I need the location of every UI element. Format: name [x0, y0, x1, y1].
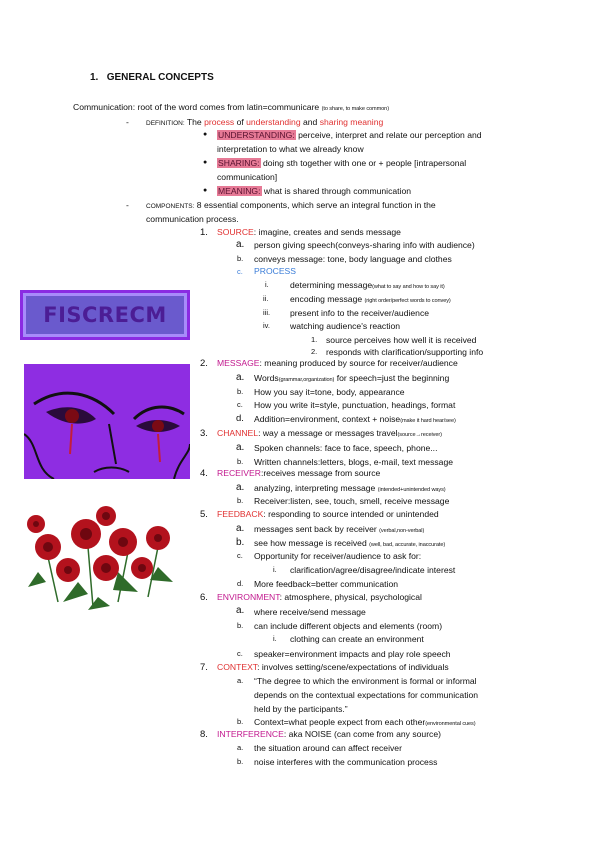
feedback-a-text: messages sent back by receiver	[254, 524, 377, 534]
context-b	[254, 718, 476, 728]
context-b-text: Context=what people expect from each other	[254, 717, 426, 727]
letter-marker: b.	[237, 457, 244, 466]
sub-number: 1.	[311, 335, 318, 344]
message-a-post: for speech=just the beginning	[336, 373, 450, 383]
channel-heading	[217, 429, 442, 439]
context-b-note: (environmental cues)	[425, 721, 476, 727]
definition-item	[217, 159, 466, 168]
receiver-a	[254, 484, 446, 494]
definition-item-text: what is shared through communication	[263, 186, 412, 196]
letter-marker: b.	[237, 254, 244, 263]
letter-marker: a.	[236, 482, 245, 493]
source-b: conveys message: tone, body language and clothes	[254, 254, 452, 264]
heading-number: 1.	[90, 72, 99, 83]
definition-label: DEFINITION:	[146, 120, 185, 127]
feedback-b-text: see how message is received	[254, 538, 367, 548]
interference-desc: : aka NOISE (can come from any source)	[283, 729, 441, 739]
feedback-d: More feedback=better communication	[254, 579, 399, 589]
crying-face-illustration	[24, 364, 190, 479]
definition-item	[217, 131, 482, 140]
letter-marker: d.	[236, 413, 244, 424]
letter-marker: c.	[237, 400, 243, 409]
channel-desc: : way a message or messages travel	[258, 428, 398, 438]
letter-marker: b.	[237, 717, 244, 726]
message-d	[254, 415, 456, 425]
communication-note: (to share, to make common)	[321, 106, 389, 112]
source-i-text: determining message	[290, 280, 373, 290]
feedback-c: Opportunity for receiver/audience to ask for:	[254, 551, 422, 561]
feedback-b-note: (well, bad, accurate, inaccurate)	[369, 542, 446, 548]
letter-marker: c.	[237, 551, 243, 560]
source-iv1: source perceives how well it is received	[326, 335, 477, 345]
interference-a: the situation around can affect receiver	[254, 743, 402, 753]
definition-word: and	[303, 117, 318, 127]
bullet-marker: ●	[203, 187, 208, 194]
context-heading	[217, 663, 449, 672]
sub-number: 2.	[311, 347, 318, 356]
roman-marker: i.	[265, 280, 269, 289]
feedback-heading	[217, 510, 439, 519]
definition-line	[146, 118, 383, 128]
letter-marker: c.	[237, 267, 243, 276]
item-number: 2.	[200, 358, 208, 369]
letter-marker: a.	[236, 372, 245, 383]
receiver-a-text: analyzing, interpreting message	[254, 483, 376, 493]
roman-marker: ii.	[263, 294, 269, 303]
source-name: SOURCE	[217, 227, 254, 237]
source-desc: : imagine, creates and sends message	[253, 227, 401, 237]
definition-item	[217, 187, 411, 196]
environment-a: where receive/send message	[254, 607, 366, 617]
definition-process: process	[204, 117, 235, 127]
message-b: How you say it=tone, body, appearance	[254, 387, 405, 397]
source-iii: present info to the receiver/audience	[290, 308, 430, 318]
item-number: 8.	[200, 729, 208, 740]
item-number: 7.	[200, 662, 208, 673]
roman-marker: iii.	[263, 308, 271, 317]
interference-name: INTERFERENCE	[217, 729, 284, 739]
context-a2: depends on the contextual expectations for communication	[254, 690, 479, 700]
source-a: person giving speech(conveys-sharing info with audience)	[254, 240, 475, 250]
message-d-text: Addition=environment, context + noise	[254, 414, 401, 424]
source-iv: watching audience's reaction	[290, 321, 401, 331]
term-understanding: UNDERSTANDING:	[218, 130, 295, 140]
definition-word: The	[186, 117, 202, 127]
channel-note: (source→receiver)	[397, 432, 442, 438]
feedback-desc: : responding to source intended or unintended	[263, 509, 439, 519]
environment-heading	[217, 593, 422, 602]
components-text: 8 essential components, which serve an integral function in the	[196, 200, 436, 210]
components-label: COMPONENTS:	[146, 203, 195, 210]
message-c: How you write it=style, punctuation, headings, format	[254, 400, 456, 410]
definition-item-cont: interpretation to what we already know	[217, 144, 364, 154]
roman-marker: i.	[273, 634, 277, 643]
letter-marker: a.	[236, 605, 245, 616]
definition-word: of	[236, 117, 244, 127]
letter-marker: a.	[236, 239, 245, 250]
item-number: 4.	[200, 468, 208, 479]
term-sharing: SHARING:	[218, 158, 260, 168]
feedback-b	[254, 539, 445, 549]
letter-marker: a.	[237, 676, 244, 685]
message-heading	[217, 359, 458, 368]
environment-b: can include different objects and elements (room)	[254, 621, 443, 631]
letter-marker: a.	[236, 442, 245, 453]
message-d-note: (make it hard hear/see)	[400, 418, 456, 424]
message-desc: : meaning produced by source for receiver/audience	[259, 358, 458, 368]
heading-text: GENERAL CONCEPTS	[106, 72, 214, 83]
components-cont: communication process.	[146, 214, 239, 224]
environment-c: speaker=environment impacts and play role speech	[254, 649, 451, 659]
bullet-marker: ●	[203, 131, 208, 138]
source-iv2: responds with clarification/supporting info	[326, 347, 484, 357]
message-name: MESSAGE	[217, 358, 260, 368]
definition-item-text: doing sth together with one or + people [intrapersonal	[262, 158, 467, 168]
dash-marker: -	[126, 117, 129, 127]
letter-marker: b.	[237, 387, 244, 396]
letter-marker: b.	[237, 621, 244, 630]
roman-marker: i.	[273, 565, 277, 574]
letter-marker: b.	[237, 496, 244, 505]
context-name: CONTEXT	[217, 662, 258, 672]
environment-bi: clothing can create an environment	[290, 634, 424, 644]
receiver-a-note: (intended+unintended ways)	[377, 487, 446, 493]
roman-marker: iv.	[263, 321, 270, 330]
letter-marker: d.	[237, 579, 244, 588]
definition-item-text: perceive, interpret and relate our perception and	[298, 130, 482, 140]
source-process: PROCESS	[254, 266, 297, 276]
context-a1: “The degree to which the environment is formal or informal	[254, 676, 477, 686]
section-heading	[90, 73, 214, 83]
context-desc: : involves setting/scene/expectations of individuals	[257, 662, 449, 672]
letter-marker: b.	[237, 757, 244, 766]
item-number: 1.	[200, 227, 208, 238]
receiver-name: RECEIVER	[217, 468, 261, 478]
fiscrecm-label: FISCRECM	[43, 302, 167, 327]
channel-a: Spoken channels: face to face, speech, phone...	[254, 443, 438, 453]
letter-marker: a.	[236, 523, 245, 534]
receiver-desc: :receives message from source	[260, 468, 381, 478]
interference-b: noise interferes with the communication process	[254, 757, 438, 767]
letter-marker: b.	[236, 537, 245, 548]
source-i-note: (what to say and how to say it)	[372, 284, 445, 290]
source-ii-text: encoding message	[290, 294, 363, 304]
feedback-a	[254, 525, 424, 535]
interference-heading	[217, 730, 441, 739]
channel-b: Written channels:letters, blogs, e-mail, text message	[254, 457, 454, 467]
feedback-a-note: (verbal,non-verbal)	[379, 528, 425, 534]
receiver-heading	[217, 469, 380, 478]
channel-name: CHANNEL	[217, 428, 259, 438]
message-a	[254, 374, 449, 384]
item-number: 5.	[200, 509, 208, 520]
source-ii	[290, 295, 451, 305]
source-ii-note: (right order/perfect words to convey)	[364, 298, 451, 304]
feedback-ci: clarification/agree/disagree/indicate interest	[290, 565, 456, 575]
letter-marker: a.	[237, 743, 244, 752]
message-a-note: (grammar,organization)	[278, 377, 335, 383]
source-heading	[217, 228, 401, 237]
communication-line	[73, 103, 389, 113]
message-a-text: Words	[254, 373, 279, 383]
definition-sharing: sharing meaning	[319, 117, 384, 127]
red-roses-illustration	[18, 502, 176, 610]
components-line	[146, 201, 436, 211]
bullet-marker: ●	[203, 159, 208, 166]
definition-understanding: understanding	[246, 117, 301, 127]
item-number: 3.	[200, 428, 208, 439]
context-a3: held by the participants.”	[254, 704, 348, 714]
definition-item-cont: communication]	[217, 172, 278, 182]
term-meaning: MEANING:	[218, 186, 261, 196]
environment-desc: : atmosphere, physical, psychological	[279, 592, 422, 602]
environment-name: ENVIRONMENT	[217, 592, 280, 602]
letter-marker: c.	[237, 649, 243, 658]
communication-lead: Communication: root of the word comes from latin=communicare	[73, 102, 320, 112]
dash-marker: -	[126, 200, 129, 210]
item-number: 6.	[200, 592, 208, 603]
feedback-name: FEEDBACK	[217, 509, 264, 519]
fiscrecm-mnemonic-box	[20, 290, 190, 340]
receiver-b: Receiver:listen, see, touch, smell, receive message	[254, 496, 450, 506]
source-i	[290, 281, 445, 291]
